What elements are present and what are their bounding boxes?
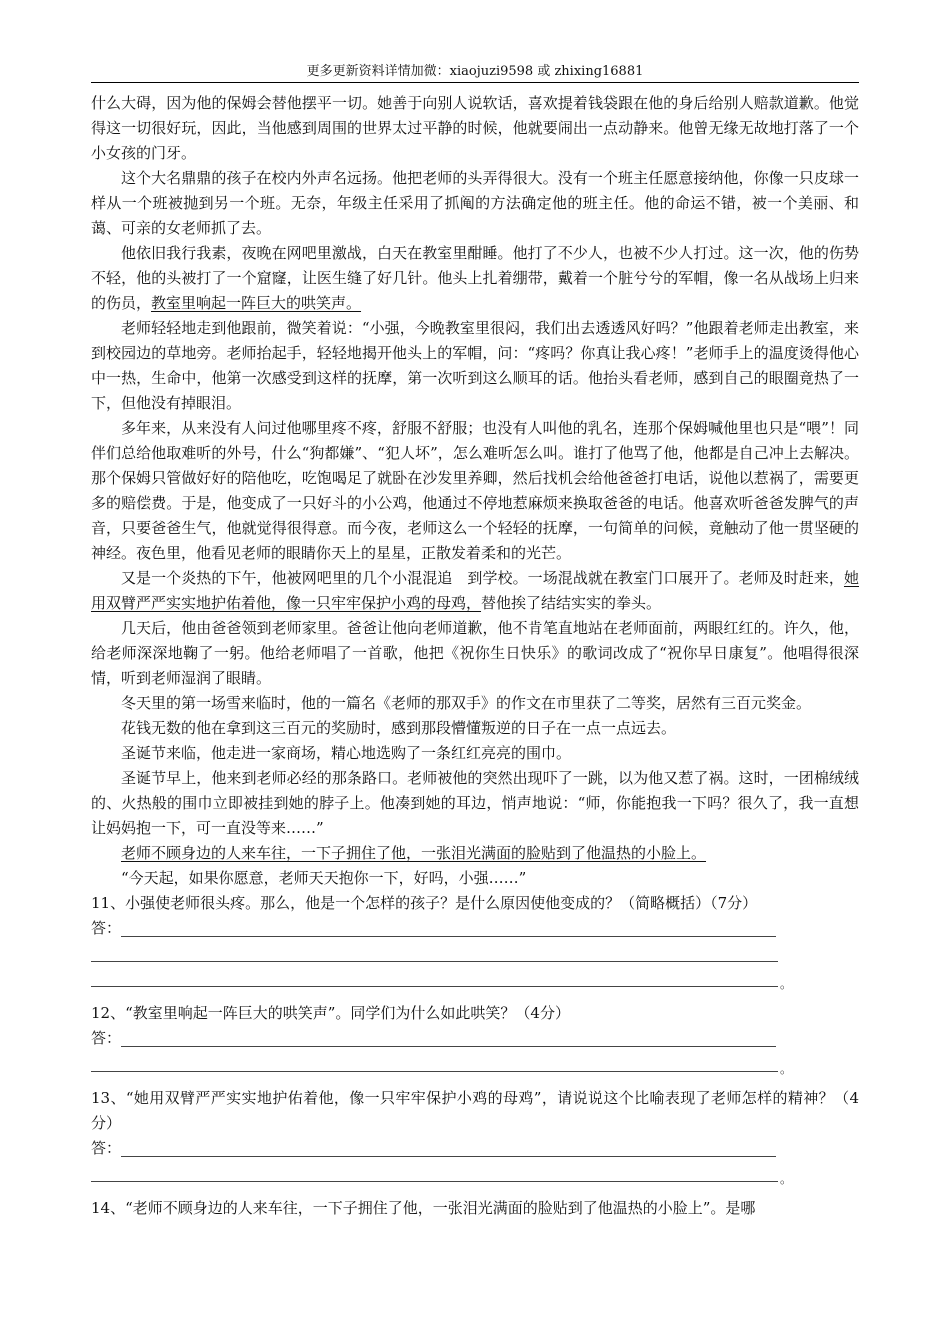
answer-label: 答：: [91, 1139, 122, 1157]
answer-line[interactable]: [91, 1161, 859, 1186]
period-mark: 。: [780, 977, 793, 991]
answer-blank[interactable]: [91, 1164, 778, 1182]
answer-label: 答：: [91, 919, 122, 937]
reading-passage: [91, 91, 859, 1221]
answer-line[interactable]: [91, 941, 859, 966]
passage-paragraph: 圣诞节来临，他走进一家商场，精心地选购了一条红红亮亮的围巾。: [121, 744, 572, 762]
answer-blank[interactable]: [121, 1139, 776, 1157]
period-mark: 。: [780, 1172, 793, 1186]
passage-paragraph: 冬天里的第一场雪来临时，他的一篇名《老师的那双手》的作文在市里获了二等奖，居然有三百元奖金。: [121, 694, 812, 712]
passage-paragraph: 这个大名鼎鼎的孩子在校内外声名远扬。他把老师的头弄得很大。没有一个班主任愿意接纳他，你像一只皮球一样从一个班被抛到另一个班。无奈，年级主任采用了抓阄的方法确定他的班主任。他的命运不错，被一个美丽、和蔼、可亲的女老师抓了去。: [91, 169, 859, 237]
answer-blank[interactable]: [121, 1029, 776, 1047]
passage-paragraph: “今天起，如果你愿意，老师天天抱你一下，好吗，小强……”: [121, 869, 527, 887]
question-14: 14、“老师不顾身边的人来车往，一下子拥住了他，一张泪光满面的脸贴到了他温热的小脸上”。是哪: [91, 1199, 756, 1217]
answer-line[interactable]: [91, 1026, 859, 1051]
passage-paragraph: 什么大碍，因为他的保姆会替他摆平一切。她善于向别人说软话，喜欢提着钱袋跟在他的身后给别人赔款道歉。他觉得这一切很好玩，因此，当他感到周围的世界太过平静的时候，他就要闹出一点动静来。他曾无缘无故地打落了一个小女孩的门牙。: [91, 94, 859, 162]
page-header: 更多更新资料详情加微：xiaojuzi9598 或 zhixing16881: [91, 62, 859, 83]
answer-blank[interactable]: [121, 919, 776, 937]
answer-line[interactable]: [91, 916, 859, 941]
passage-text: 他依旧我行我素，夜晚在网吧里激战，白天在教室里酣睡。他打了不少人，也被不少人打过。这一次，他的伤势不轻，他的头被打了一个窟窿，让医生缝了好几针。他头上扎着绷带，戴着一个脏兮兮的军帽，像一名从战场上归来的伤员，: [91, 244, 859, 312]
passage-text: 替他挨了结结实实的拳头。: [481, 594, 662, 612]
period-mark: 。: [780, 1062, 793, 1076]
document-page: [91, 62, 859, 1221]
underlined-sentence: 老师不顾身边的人来车往，一下子拥住了他，一张泪光满面的脸贴到了他温热的小脸上。: [121, 844, 707, 862]
question-11: 11、小强使老师很头疼。那么，他是一个怎样的孩子？是什么原因使他变成的？（简略概括）（7分）: [91, 894, 758, 912]
answer-blank[interactable]: [91, 1054, 778, 1072]
answer-label: 答：: [91, 1029, 122, 1047]
underlined-sentence: 她用双臂严严实实地护佑着他，像一只牢牢保护小鸡的母鸡，: [91, 569, 859, 612]
passage-paragraph: 几天后，他由爸爸领到老师家里。爸爸让他向老师道歉，他不肯笔直地站在老师面前，两眼红红的。许久，他，给老师深深地鞠了一躬。他给老师唱了一首歌，他把《祝你生日快乐》的歌词改成了“祝你早日康复”。他唱得很深情，听到老师湿润了眼睛。: [91, 619, 859, 687]
question-13: 13、“她用双臂严严实实地护佑着他，像一只牢牢保护小鸡的母鸡”，请说说这个比喻表现了老师怎样的精神？（4分）: [91, 1089, 859, 1132]
passage-paragraph: [91, 241, 859, 316]
answer-blank[interactable]: [91, 969, 778, 987]
passage-paragraph: 多年来，从来没有人问过他哪里疼不疼，舒服不舒服；也没有人叫他的乳名，连那个保姆喊他里也只是“喂”！同伴们总给他取难听的外号，什么“狗都嫌”、“犯人坏”，怎么难听怎么叫。谁打了他骂了他，他都是自己冲上去解决。那个保姆只管做好好的陪他吃，吃饱喝足了就卧在沙发里养卿，然后找机会给他爸爸打电话，说他以惹祸了，需要更多的赔偿费。于是，他变成了一只好斗的小公鸡，他通过不停地惹麻烦来换取爸爸的电话。他喜欢听爸爸发脾气的声音，只要爸爸生气，他就觉得很得意。而今夜，老师这么一个轻轻的抚摩，一句简单的问候，竟触动了他一贯坚硬的神经。夜色里，他看见老师的眼睛你天上的星星，正散发着柔和的光芒。: [91, 419, 859, 562]
passage-paragraph: [91, 566, 859, 616]
answer-line[interactable]: [91, 966, 859, 991]
passage-paragraph: [91, 841, 859, 866]
passage-paragraph: 老师轻轻地走到他跟前，微笑着说：“小强，今晚教室里很闷，我们出去透透风好吗？”他跟着老师走出教室，来到校园边的草地旁。老师抬起手，轻轻地揭开他头上的军帽，问：“疼吗？你真让我心疼！”老师手上的温度烫得他心中一热，生命中，他第一次感受到这样的抚摩，第一次听到这么顺耳的话。他抬头看老师，感到自己的眼圈竟热了一下，但他没有掉眼泪。: [91, 319, 859, 412]
underlined-sentence: 教室里响起一阵巨大的哄笑声。: [151, 294, 362, 312]
passage-paragraph: 圣诞节早上，他来到老师必经的那条路口。老师被他的突然出现吓了一跳，以为他又惹了祸。这时，一团棉绒绒的、火热般的围巾立即被挂到她的脖子上。他凑到她的耳边，悄声地说：“师，你能抱我一下吗？很久了，我一直想让妈妈抱一下，可一直没等来……”: [91, 769, 859, 837]
passage-text: 又是一个炎热的下午，他被网吧里的几个小混混追 到学校。一场混战就在教室门口展开了。老师及时赶来，: [121, 569, 844, 587]
answer-blank[interactable]: [91, 944, 778, 962]
answer-line[interactable]: [91, 1051, 859, 1076]
passage-paragraph: 花钱无数的他在拿到这三百元的奖励时，感到那段懵懂叛逆的日子在一点一点远去。: [121, 719, 677, 737]
question-12: 12、“教室里响起一阵巨大的哄笑声”。同学们为什么如此哄笑？（4分）: [91, 1004, 570, 1022]
answer-line[interactable]: [91, 1136, 859, 1161]
